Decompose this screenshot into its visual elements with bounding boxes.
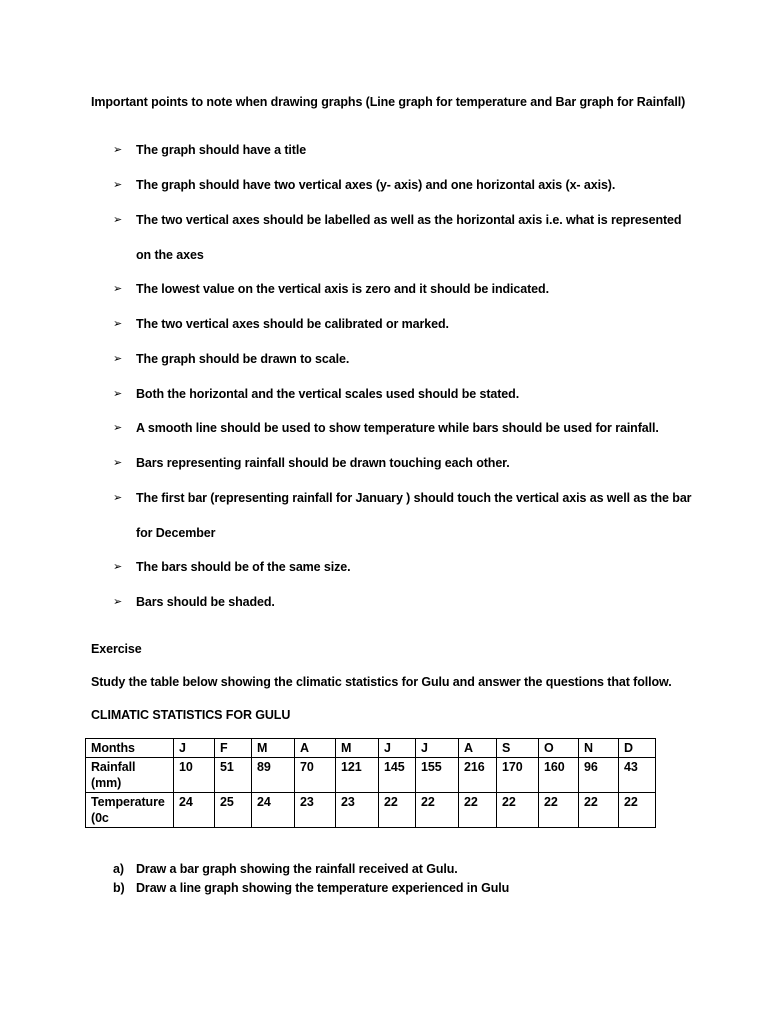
month-cell: A	[295, 739, 336, 758]
rainfall-cell: 121	[336, 758, 379, 793]
arrow-bullet-icon: ➢	[113, 318, 123, 330]
climatic-statistics-table	[85, 738, 656, 828]
rainfall-cell: 170	[497, 758, 539, 793]
list-item-text: The two vertical axes should be labelled as well as the horizontal axis i.e. what is represented on the axes	[136, 213, 682, 262]
rainfall-label: Rainfall	[91, 760, 136, 774]
month-cell: N	[579, 739, 619, 758]
rainfall-cell: 216	[459, 758, 497, 793]
temperature-cell: 24	[174, 793, 215, 828]
list-item-text: Bars should be shaded.	[136, 595, 275, 609]
month-cell: J	[379, 739, 416, 758]
arrow-bullet-icon: ➢	[113, 422, 123, 434]
table-title: CLIMATIC STATISTICS FOR GULU	[91, 708, 291, 722]
arrow-bullet-icon: ➢	[113, 457, 123, 469]
table-row	[86, 793, 656, 828]
month-cell: M	[336, 739, 379, 758]
rainfall-cell: 96	[579, 758, 619, 793]
question-label: b)	[113, 881, 125, 895]
rainfall-header-cell	[86, 758, 174, 793]
month-cell: O	[539, 739, 579, 758]
list-item-text: The graph should have a title	[136, 143, 307, 157]
temperature-cell: 22	[379, 793, 416, 828]
rainfall-unit: (mm)	[91, 776, 122, 790]
temperature-cell: 22	[579, 793, 619, 828]
rainfall-cell: 160	[539, 758, 579, 793]
temperature-cell: 22	[497, 793, 539, 828]
exercise-instruction: Study the table below showing the climatic statistics for Gulu and answer the questions that follow.	[91, 675, 672, 689]
rainfall-cell: 70	[295, 758, 336, 793]
list-item-text: Bars representing rainfall should be drawn touching each other.	[136, 456, 510, 470]
question-text: Draw a line graph showing the temperature experienced in Gulu	[136, 881, 510, 895]
temperature-label: Temperature	[91, 795, 165, 809]
arrow-bullet-icon: ➢	[113, 353, 123, 365]
rainfall-cell: 10	[174, 758, 215, 793]
arrow-bullet-icon: ➢	[113, 214, 123, 226]
rainfall-cell: 155	[416, 758, 459, 793]
temperature-cell: 22	[539, 793, 579, 828]
arrow-bullet-icon: ➢	[113, 179, 123, 191]
arrow-bullet-icon: ➢	[113, 144, 123, 156]
temperature-cell: 22	[416, 793, 459, 828]
exercise-title: Exercise	[91, 642, 142, 656]
temperature-cell: 25	[215, 793, 252, 828]
rainfall-cell: 43	[619, 758, 656, 793]
document-heading: Important points to note when drawing graphs (Line graph for temperature and Bar graph for Rainfall)	[91, 95, 686, 109]
months-header-cell: Months	[86, 739, 174, 758]
list-item-text: A smooth line should be used to show temperature while bars should be used for rainfall.	[136, 421, 659, 435]
table-row	[86, 758, 656, 793]
arrow-bullet-icon: ➢	[113, 492, 123, 504]
month-cell: D	[619, 739, 656, 758]
list-item-text: The bars should be of the same size.	[136, 560, 351, 574]
temperature-cell: 22	[619, 793, 656, 828]
temperature-cell: 22	[459, 793, 497, 828]
list-item-text: The two vertical axes should be calibrated or marked.	[136, 317, 449, 331]
month-cell: M	[252, 739, 295, 758]
month-cell: J	[416, 739, 459, 758]
arrow-bullet-icon: ➢	[113, 596, 123, 608]
temperature-header-cell	[86, 793, 174, 828]
list-item-text: The graph should be drawn to scale.	[136, 352, 350, 366]
temperature-cell: 23	[295, 793, 336, 828]
question-label: a)	[113, 862, 124, 876]
month-cell: F	[215, 739, 252, 758]
month-cell: S	[497, 739, 539, 758]
arrow-bullet-icon: ➢	[113, 283, 123, 295]
list-item-text: The first bar (representing rainfall for January ) should touch the vertical axis as well as the bar for December	[136, 491, 692, 540]
temperature-unit: (0c	[91, 811, 109, 825]
arrow-bullet-icon: ➢	[113, 388, 123, 400]
list-item-text: Both the horizontal and the vertical scales used should be stated.	[136, 387, 520, 401]
list-item-text: The lowest value on the vertical axis is zero and it should be indicated.	[136, 282, 549, 296]
rainfall-cell: 51	[215, 758, 252, 793]
rainfall-cell: 89	[252, 758, 295, 793]
month-cell: J	[174, 739, 215, 758]
list-item-text: The graph should have two vertical axes (y- axis) and one horizontal axis (x- axis).	[136, 178, 616, 192]
month-cell: A	[459, 739, 497, 758]
temperature-cell: 23	[336, 793, 379, 828]
temperature-cell: 24	[252, 793, 295, 828]
rainfall-cell: 145	[379, 758, 416, 793]
table-row	[86, 739, 656, 758]
question-text: Draw a bar graph showing the rainfall received at Gulu.	[136, 862, 458, 876]
arrow-bullet-icon: ➢	[113, 561, 123, 573]
